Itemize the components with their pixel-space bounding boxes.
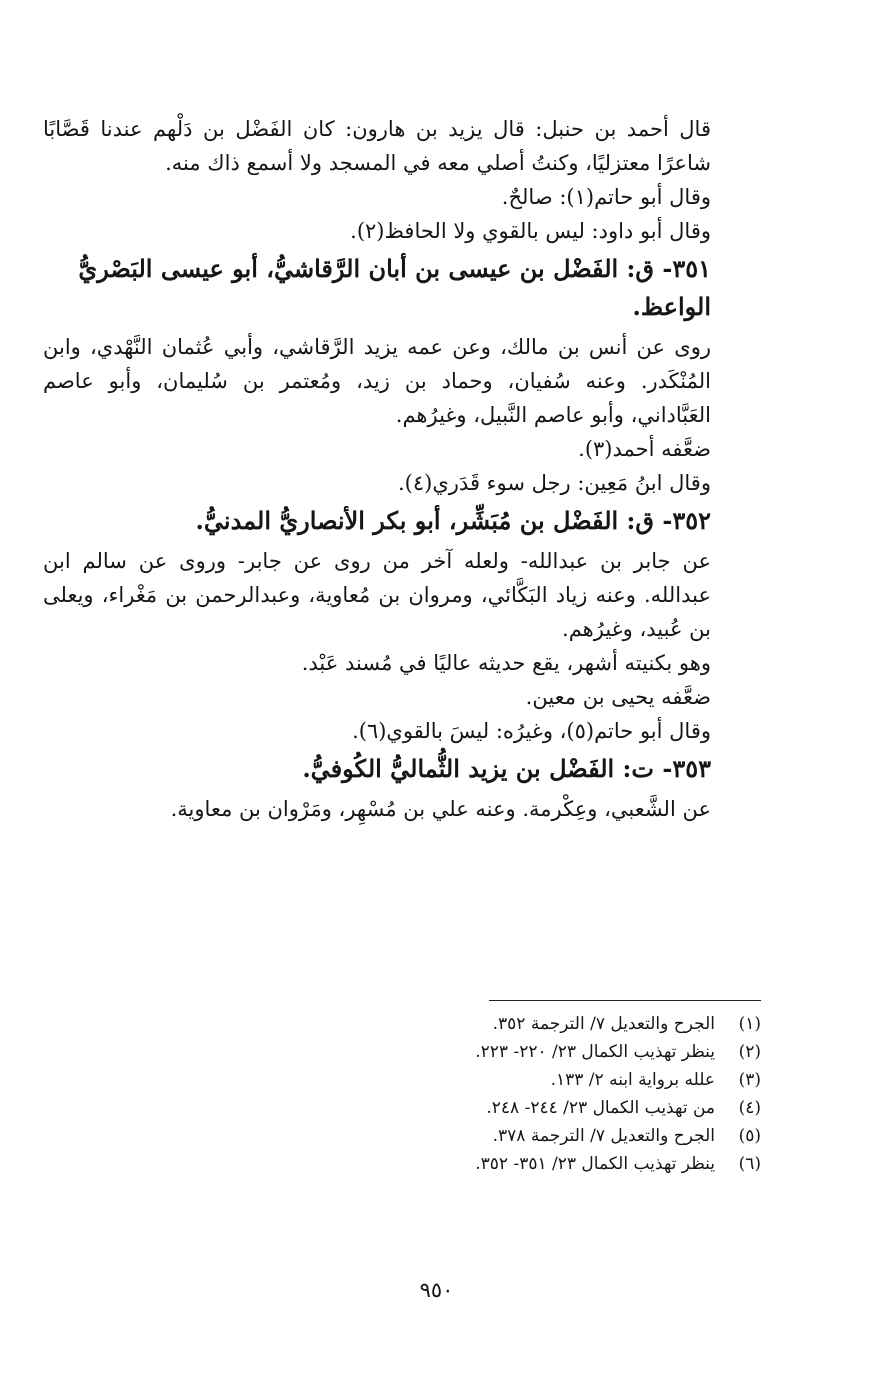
paragraph-abu-dawud: وقال أبو داود: ليس بالقوي ولا الحافظ(٢). [350, 219, 711, 243]
entry-line-351-1: ضعَّفه أحمد(٣). [578, 437, 711, 461]
entry-line-351-2: وقال ابنُ مَعِين: رجل سوء قَدَري(٤). [398, 471, 711, 495]
footnote-number: (١) [738, 1014, 761, 1034]
paragraph-ahmad-quote: قال أحمد بن حنبل: قال يزيد بن هارون: كان الفَضْل بن دَلْهم عندنا قَصَّابًا شاعرًا معتزليًا، وكنتُ أصلي معه في المسجد ولا أسمع ذاك منه. [43, 117, 711, 175]
footnote-item [341, 1066, 761, 1094]
footnote-item [341, 1038, 761, 1066]
footnote-item [341, 1094, 761, 1122]
entry-heading-351: ٣٥١- ق: الفَضْل بن عيسى بن أبان الرَّقاشيُّ، أبو عيسى البَصْريُّ الواعظ. [78, 254, 711, 321]
entry-body-352: عن جابر بن عبدالله- ولعله آخر من روى عن جابر- وروى عن سالم ابن عبدالله. وعنه زياد البَكَّائي، ومروان بن مُعاوية، وعبدالرحمن بن مَغْراء، ويعلى بن عُبيد، وغيرُهم. [43, 549, 711, 641]
entry-line-352-2: ضعَّفه يحيى بن معين. [525, 685, 711, 709]
footnote-text: الجرح والتعديل ٧/ الترجمة ٣٥٢. [492, 1014, 715, 1034]
footnote-item [341, 1150, 761, 1178]
footnote-text: علله برواية ابنه ٢/ ١٣٣. [550, 1070, 715, 1090]
footnote-number: (٣) [738, 1070, 761, 1090]
page-number: ٩٥٠ [419, 1278, 454, 1302]
entry-body-351: روى عن أنس بن مالك، وعن عمه يزيد الرَّقاشي، وأبي عُثمان النَّهْدي، وابن المُنْكَدر. وعنه سُفيان، وحماد بن زيد، ومُعتمر بن سُليمان، وأبو عاصم العَبَّاداني، وأبو عاصم النَّبيل، وغيرُهم. [43, 335, 711, 427]
footnote-number: (٥) [738, 1126, 761, 1146]
entry-body-353: عن الشَّعبي، وعِكْرمة. وعنه علي بن مُسْهِر، ومَرْوان بن معاوية. [170, 797, 711, 821]
footnote-text: الجرح والتعديل ٧/ الترجمة ٣٧٨. [492, 1126, 715, 1146]
footnote-text: من تهذيب الكمال ٢٣/ ٢٤٤- ٢٤٨. [486, 1098, 715, 1118]
footnotes-list [341, 1010, 761, 1178]
entry-heading-353: ٣٥٣- ت: الفَضْل بن يزيد الثُّماليُّ الكُوفيُّ. [302, 754, 711, 783]
footnote-item [341, 1010, 761, 1038]
footnote-text: ينظر تهذيب الكمال ٢٣/ ٣٥١- ٣٥٢. [475, 1154, 715, 1174]
footnote-divider [489, 1000, 761, 1001]
entry-line-352-1: وهو بكنيته أشهر، يقع حديثه عاليًا في مُسند عَبْد. [301, 651, 711, 675]
footnote-item [341, 1122, 761, 1150]
paragraph-abu-hatim: وقال أبو حاتم(١): صالحٌ. [501, 185, 711, 209]
footnote-number: (٦) [738, 1154, 761, 1174]
footnote-text: ينظر تهذيب الكمال ٢٣/ ٢٢٠- ٢٢٣. [475, 1042, 715, 1062]
entry-heading-352: ٣٥٢- ق: الفَضْل بن مُبَشِّر، أبو بكر الأنصاريُّ المدنيُّ. [195, 506, 711, 535]
main-text [43, 112, 755, 826]
footnote-number: (٢) [738, 1042, 761, 1062]
entry-line-352-3: وقال أبو حاتم(٥)، وغيرُه: ليسَ بالقوي(٦). [352, 719, 711, 743]
footnote-number: (٤) [738, 1098, 761, 1118]
